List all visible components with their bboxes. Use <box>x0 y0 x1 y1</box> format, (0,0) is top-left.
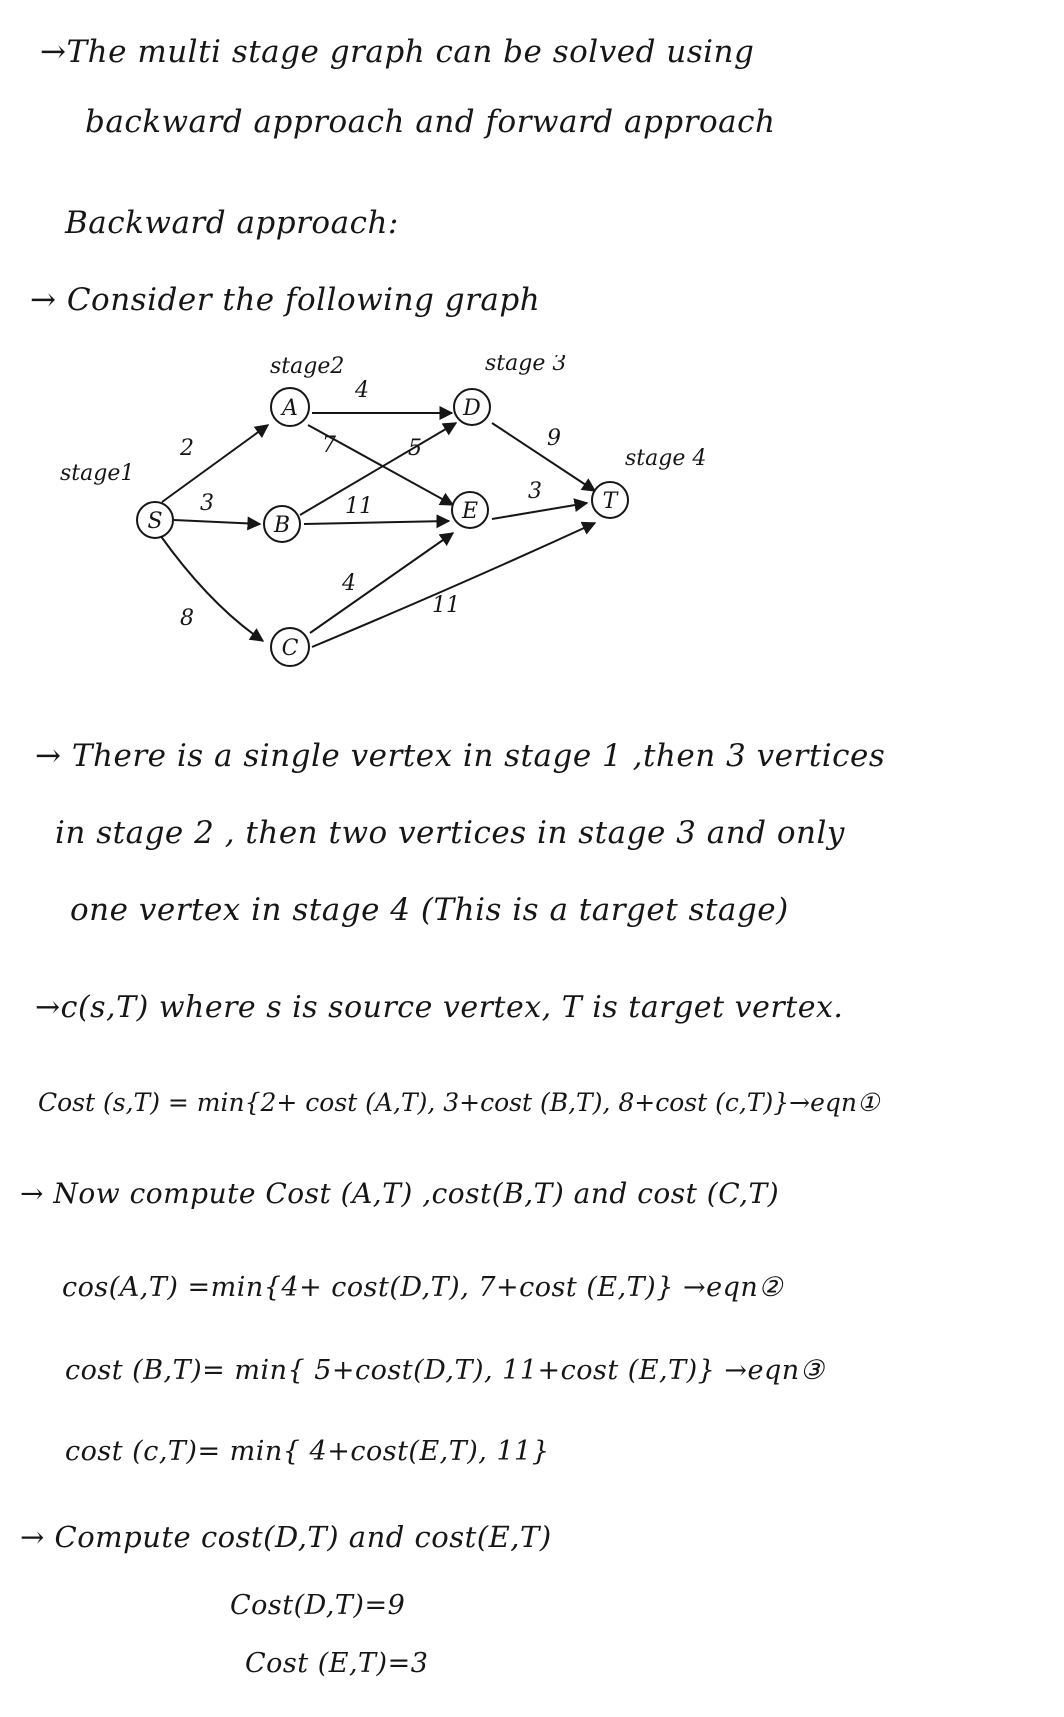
explanation-line-2: in stage 2 , then two vertices in stage 3 and only <box>55 815 845 851</box>
node-label-S: S <box>147 509 163 534</box>
edge-E-T <box>492 503 587 519</box>
node-label-D: D <box>463 396 481 421</box>
stage-label-1: stage1 <box>60 461 135 486</box>
edge-D-T <box>492 423 595 491</box>
stage-label-2: stage2 <box>270 355 345 379</box>
equation-4: cost (c,T)= min{ 4+cost(E,T), 11} <box>65 1436 550 1467</box>
section-heading: Backward approach: <box>65 205 399 241</box>
stage-label-3: stage 3 <box>485 355 567 376</box>
node-label-A: A <box>282 396 298 421</box>
consider-line: → Consider the following graph <box>30 282 541 318</box>
node-label-T: T <box>602 489 618 514</box>
explanation-line-1: → There is a single vertex in stage 1 ,then 3 vertices <box>35 738 886 774</box>
weight-C-T: 11 <box>432 593 460 618</box>
node-label-E: E <box>461 499 479 524</box>
node-label-C: C <box>281 636 299 661</box>
equation-2: cos(A,T) =min{4+ cost(D,T), 7+cost (E,T)} →eqn② <box>62 1272 783 1303</box>
edge-B-E <box>304 521 449 524</box>
stage-label-4: stage 4 <box>625 446 707 471</box>
weight-B-E: 11 <box>345 494 373 519</box>
explanation-line-3: one vertex in stage 4 (This is a target stage) <box>70 892 789 928</box>
definition-line: →c(s,T) where s is source vertex, T is target vertex. <box>35 990 844 1025</box>
weight-E-T: 3 <box>528 479 542 504</box>
equation-3: cost (B,T)= min{ 5+cost(D,T), 11+cost (E,T)} →eqn③ <box>65 1355 825 1386</box>
weight-A-D: 4 <box>355 378 369 403</box>
weight-B-D: 5 <box>408 436 422 461</box>
now-compute-line: → Now compute Cost (A,T) ,cost(B,T) and cost (C,T) <box>20 1177 780 1210</box>
intro-line-2: backward approach and forward approach <box>85 104 776 140</box>
edge-S-B <box>174 520 260 524</box>
edge-S-A <box>162 425 268 502</box>
multistage-graph <box>60 355 760 675</box>
intro-line-1: →The multi stage graph can be solved using <box>40 34 755 70</box>
equation-1: Cost (s,T) = min{2+ cost (A,T), 3+cost (B,T), 8+cost (c,T)}→eqn① <box>38 1088 880 1117</box>
weight-S-B: 3 <box>200 491 214 516</box>
equation-5: Cost(D,T)=9 <box>230 1590 406 1621</box>
node-label-B: B <box>273 513 291 538</box>
edge-S-C <box>160 535 263 641</box>
weight-D-T: 9 <box>547 426 561 451</box>
weight-S-A: 2 <box>180 436 194 461</box>
weight-C-E: 4 <box>342 571 356 596</box>
compute-line: → Compute cost(D,T) and cost(E,T) <box>20 1520 552 1554</box>
weight-S-C: 8 <box>180 606 194 631</box>
weight-A-E: 7 <box>322 433 336 458</box>
equation-6: Cost (E,T)=3 <box>245 1648 429 1679</box>
